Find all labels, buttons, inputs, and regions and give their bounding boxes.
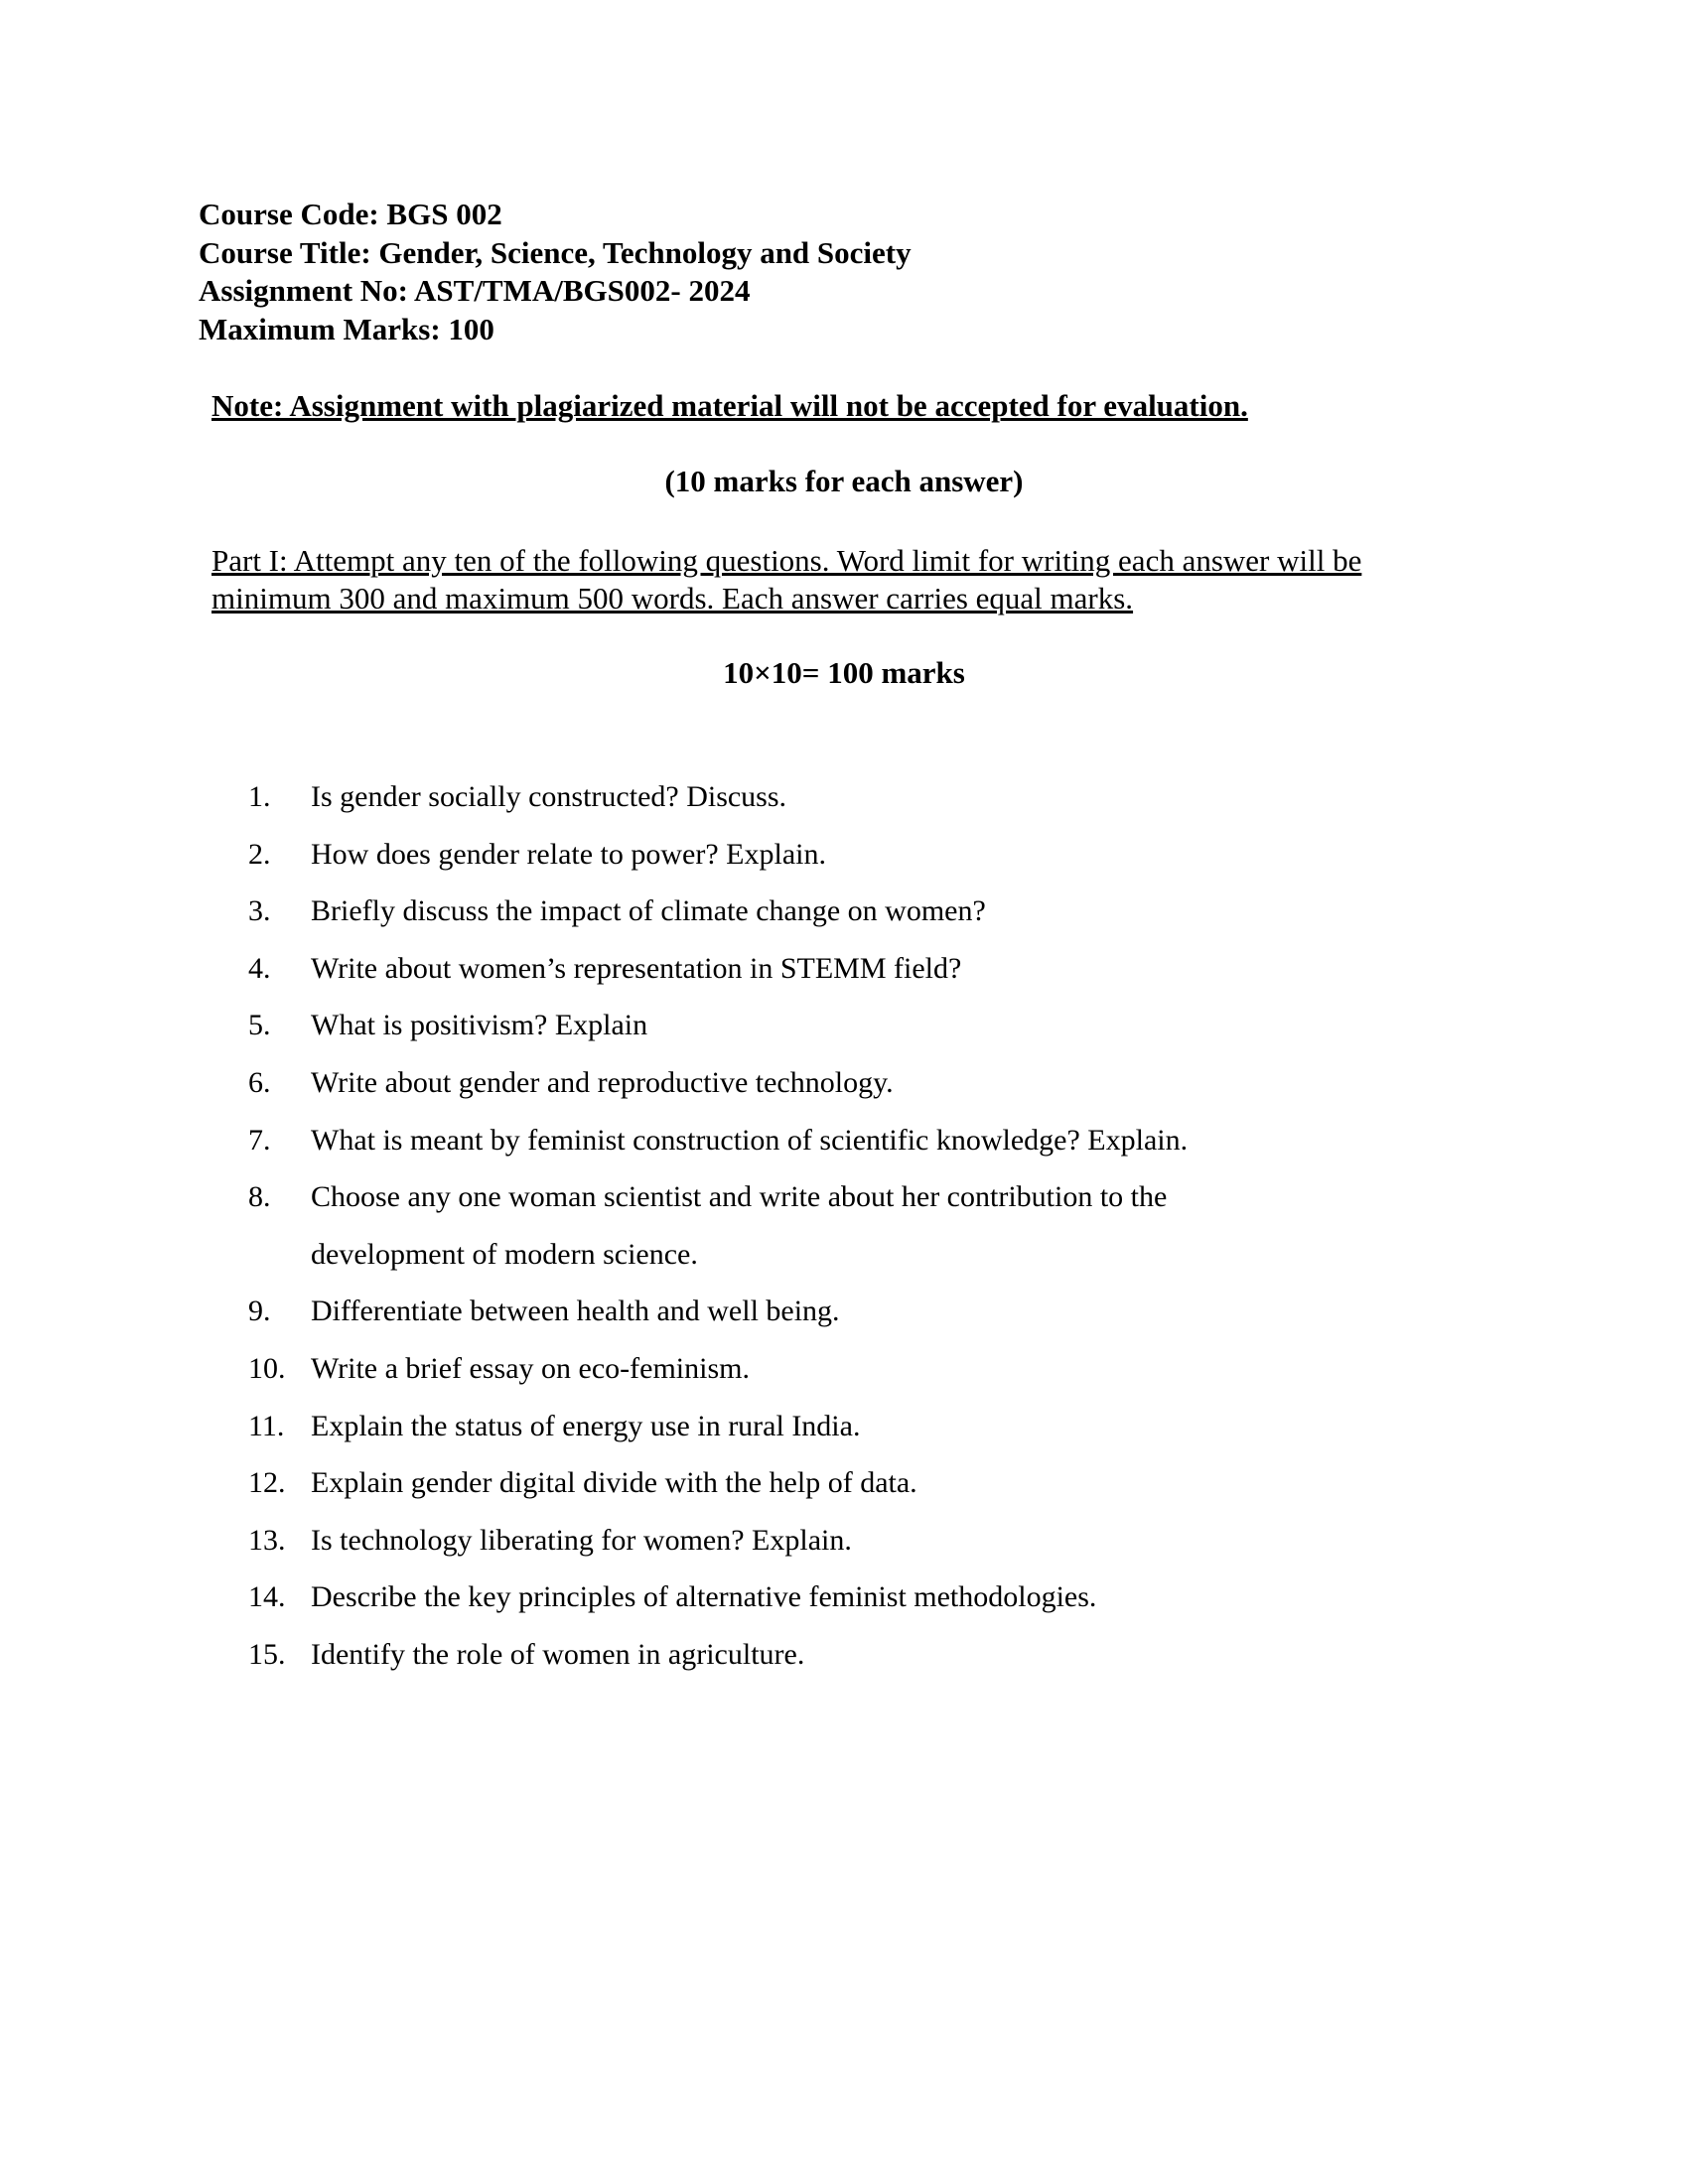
question-text: Differentiate between health and well being. [311,1295,840,1328]
question-number: 8. [248,1180,271,1214]
course-header [199,196,912,348]
question-number: 15. [248,1637,286,1671]
question-text: How does gender relate to power? Explain. [311,837,826,871]
course-code: Course Code: BGS 002 [199,197,502,231]
question-number: 2. [248,837,271,871]
question-item [248,1454,1188,1512]
question-text-line-2: development of modern science. [311,1237,698,1271]
plagiarism-note: Note: Assignment with plagiarized material will not be accepted for evaluation. [211,388,1248,423]
part-instructions-line-2: minimum 300 and maximum 500 words. Each answer carries equal marks. [211,581,1134,615]
assignment-number: Assignment No: AST/TMA/BGS002- 2024 [199,273,751,308]
question-text: Describe the key principles of alternative feminist methodologies. [311,1580,1097,1614]
marks-per-answer: (10 marks for each answer) [664,464,1024,498]
question-text: What is meant by feminist construction of scientific knowledge? Explain. [311,1123,1189,1157]
question-number: 11. [248,1409,285,1442]
question-text: Write about gender and reproductive technology. [311,1065,894,1099]
question-number: 9. [248,1295,271,1328]
question-number: 13. [248,1523,286,1557]
question-item [248,826,1188,884]
question-item [248,1054,1188,1112]
question-text: Is gender socially constructed? Discuss. [311,780,787,813]
question-text: Write a brief essay on eco-feminism. [311,1351,750,1385]
question-number: 1. [248,780,271,813]
question-number: 5. [248,1009,271,1042]
part-instructions [211,542,1502,617]
part-instructions-line-1: Part I: Attempt any ten of the following questions. Word limit for writing each answer will be [211,543,1362,578]
question-text-multiline [311,1168,1167,1283]
question-item [248,1112,1188,1169]
question-item [248,1569,1188,1626]
question-text: Explain gender digital divide with the help of data. [311,1466,917,1500]
question-text: Is technology liberating for women? Explain. [311,1523,852,1557]
course-title: Course Title: Gender, Science, Technology and Society [199,234,912,270]
question-number: 14. [248,1580,286,1614]
question-item [248,1626,1188,1684]
maximum-marks: Maximum Marks: 100 [199,311,494,346]
question-text: Write about women’s representation in STEMM field? [311,951,962,985]
question-text: What is positivism? Explain [311,1009,648,1042]
question-number: 10. [248,1351,286,1385]
question-text: Identify the role of women in agriculture. [311,1637,805,1671]
question-number: 3. [248,894,271,928]
question-item [248,1283,1188,1340]
question-text: Explain the status of energy use in rural India. [311,1409,861,1442]
question-list [248,768,1188,1684]
question-number: 7. [248,1123,271,1157]
question-number: 4. [248,951,271,985]
question-text: Briefly discuss the impact of climate change on women? [311,894,986,928]
question-item [248,1168,1188,1283]
question-item [248,768,1188,826]
question-item [248,1340,1188,1398]
question-item [248,883,1188,940]
question-item [248,940,1188,998]
question-number: 12. [248,1466,286,1500]
question-item [248,1398,1188,1455]
question-item [248,1512,1188,1570]
question-number: 6. [248,1065,271,1099]
question-item [248,997,1188,1054]
question-text-line-1: Choose any one woman scientist and write about her contribution to the [311,1180,1168,1214]
total-marks: 10×10= 100 marks [723,655,965,690]
